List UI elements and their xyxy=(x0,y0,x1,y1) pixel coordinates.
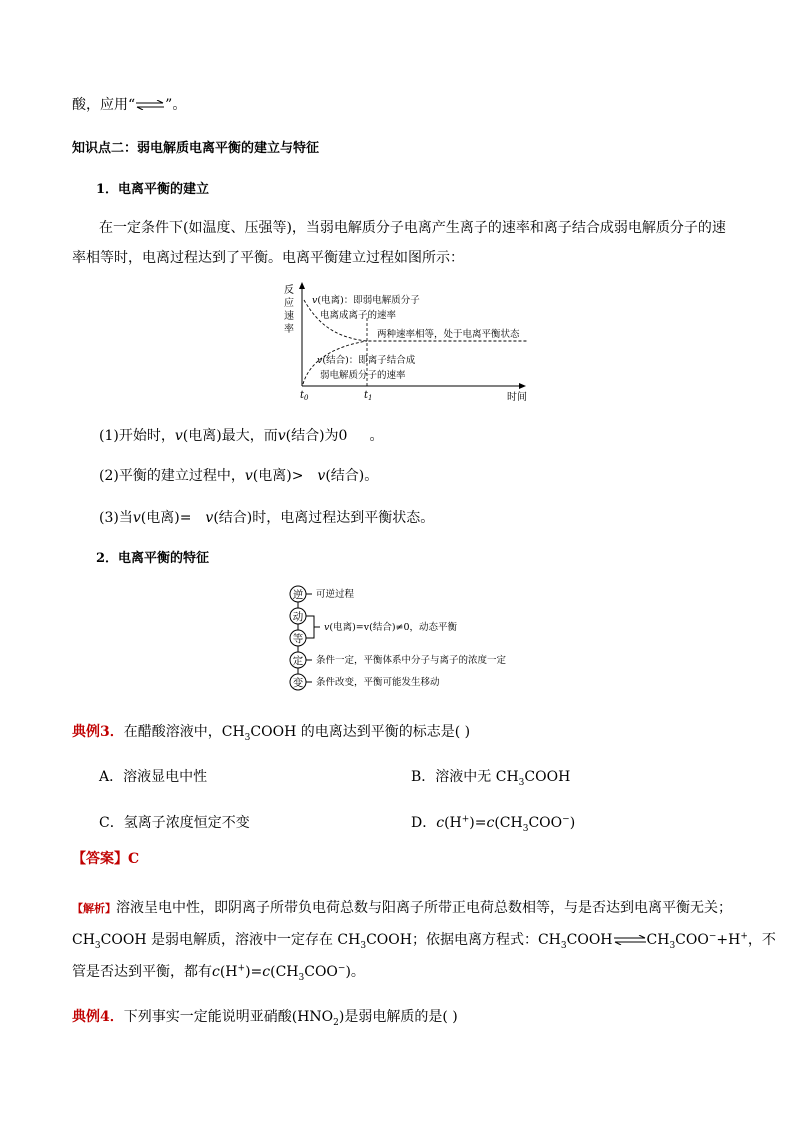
char-label-1: 逆 xyxy=(292,589,304,601)
example-4-label: 典例4． xyxy=(72,1009,124,1025)
analysis-line-3: 管是否达到平衡，都有$c(H^+)=c(CH_3COO^-)$。 xyxy=(72,963,365,983)
t0-label: $t_0$ xyxy=(300,390,309,402)
svg-text:反: 反 xyxy=(284,285,294,296)
example-4-stem: 典例4．下列事实一定能说明亚硝酸$(HNO_2)$是弱电解质的是( ) xyxy=(72,1009,458,1028)
char-label-3: 等 xyxy=(292,633,304,645)
combination-curve-label: v(结合)：即离子结合成 xyxy=(317,355,416,366)
option-d: D．$c(H^+)=c(CH_3COO^-)$ xyxy=(411,814,576,834)
char-desc-4: 条件一定，平衡体系中分子与离子的浓度一定 xyxy=(316,655,507,666)
option-b: B．溶液中无 $CH_3COOH$ xyxy=(411,769,571,788)
subsection-title-2: 2．电离平衡的特征 xyxy=(96,551,210,566)
option-a: A．溶液显电中性 xyxy=(99,769,208,785)
rate-time-figure xyxy=(280,280,530,402)
characteristics-figure xyxy=(284,583,544,693)
section-title: 知识点二：弱电解质电离平衡的建立与特征 xyxy=(72,141,320,156)
subsection-title-1: 1．电离平衡的建立 xyxy=(96,182,210,197)
answer-label: 【答案】 xyxy=(72,851,128,867)
svg-text:应: 应 xyxy=(284,298,294,309)
point-1: (1)开始时，v(电离)最大，而v(结合)为0 。 xyxy=(99,428,384,444)
t1-label: $t_1$ xyxy=(364,390,373,402)
y-axis-label xyxy=(284,283,294,335)
char-desc-1: 可逆过程 xyxy=(316,589,355,600)
paragraph-line-1: 在一定条件下(如温度、压强等)，当弱电解质分子电离产生离子的速率和离子结合成弱电解质分子的速 xyxy=(99,220,726,236)
svg-text:速: 速 xyxy=(284,311,294,322)
bracket xyxy=(306,616,320,638)
y-axis-arrow-icon xyxy=(299,282,305,289)
x-axis-label: 时间 xyxy=(507,392,527,402)
point-2: (2)平衡的建立过程中，v(电离)> v(结合)。 xyxy=(99,468,379,484)
option-c: C．氢离子浓度恒定不变 xyxy=(99,815,250,831)
top-line xyxy=(72,94,186,114)
example-3-stem: 典例3．在醋酸溶液中，$CH_3COOH$ 的电离达到平衡的标志是( ) xyxy=(72,724,471,743)
equilibrium-label: 两种速率相等，处于电离平衡状态 xyxy=(377,329,520,340)
ionization-curve-label-2: 电离成离子的速率 xyxy=(320,310,397,321)
x-axis-arrow-icon xyxy=(519,383,526,389)
point-3: (3)当v(电离)= v(结合)时，电离过程达到平衡状态。 xyxy=(99,510,435,526)
answer xyxy=(72,848,139,868)
equilibrium-arrow-icon xyxy=(135,100,165,110)
combination-curve-label-2: 弱电解质分子的速率 xyxy=(320,370,406,381)
analysis-line-1: 【解析】溶液呈电中性，即阴离子所带负电荷总数与阳离子所带正电荷总数相等，与是否达到电离平衡无关； xyxy=(72,900,732,916)
analysis-line-2: $CH_3COOH$ 是弱电解质，溶液中一定存在 $CH_3COOH$；依据电离方程式：$CH_3COOH$ $CH_3COO^-+H^+$，不 xyxy=(72,931,776,951)
example-3-label: 典例3． xyxy=(72,724,124,740)
top-line-prefix: 酸，应用“ xyxy=(72,97,136,113)
answer-value: C xyxy=(128,851,140,867)
equilibrium-arrow-icon xyxy=(613,935,647,945)
top-line-suffix: ”。 xyxy=(165,97,187,113)
svg-text:率: 率 xyxy=(284,324,294,335)
char-desc-23: v(电离)=v(结合)≠0，动态平衡 xyxy=(324,622,458,633)
char-desc-5: 条件改变，平衡可能发生移动 xyxy=(316,677,440,688)
char-label-4: 定 xyxy=(292,655,304,667)
ionization-curve-label: v(电离)：即弱电解质分子 xyxy=(312,295,420,306)
char-label-5: 变 xyxy=(292,677,304,689)
paragraph-line-2: 率相等时，电离过程达到了平衡。电离平衡建立过程如图所示： xyxy=(72,250,464,266)
char-label-2: 动 xyxy=(292,611,304,623)
analysis-label: 【解析】 xyxy=(72,902,116,915)
